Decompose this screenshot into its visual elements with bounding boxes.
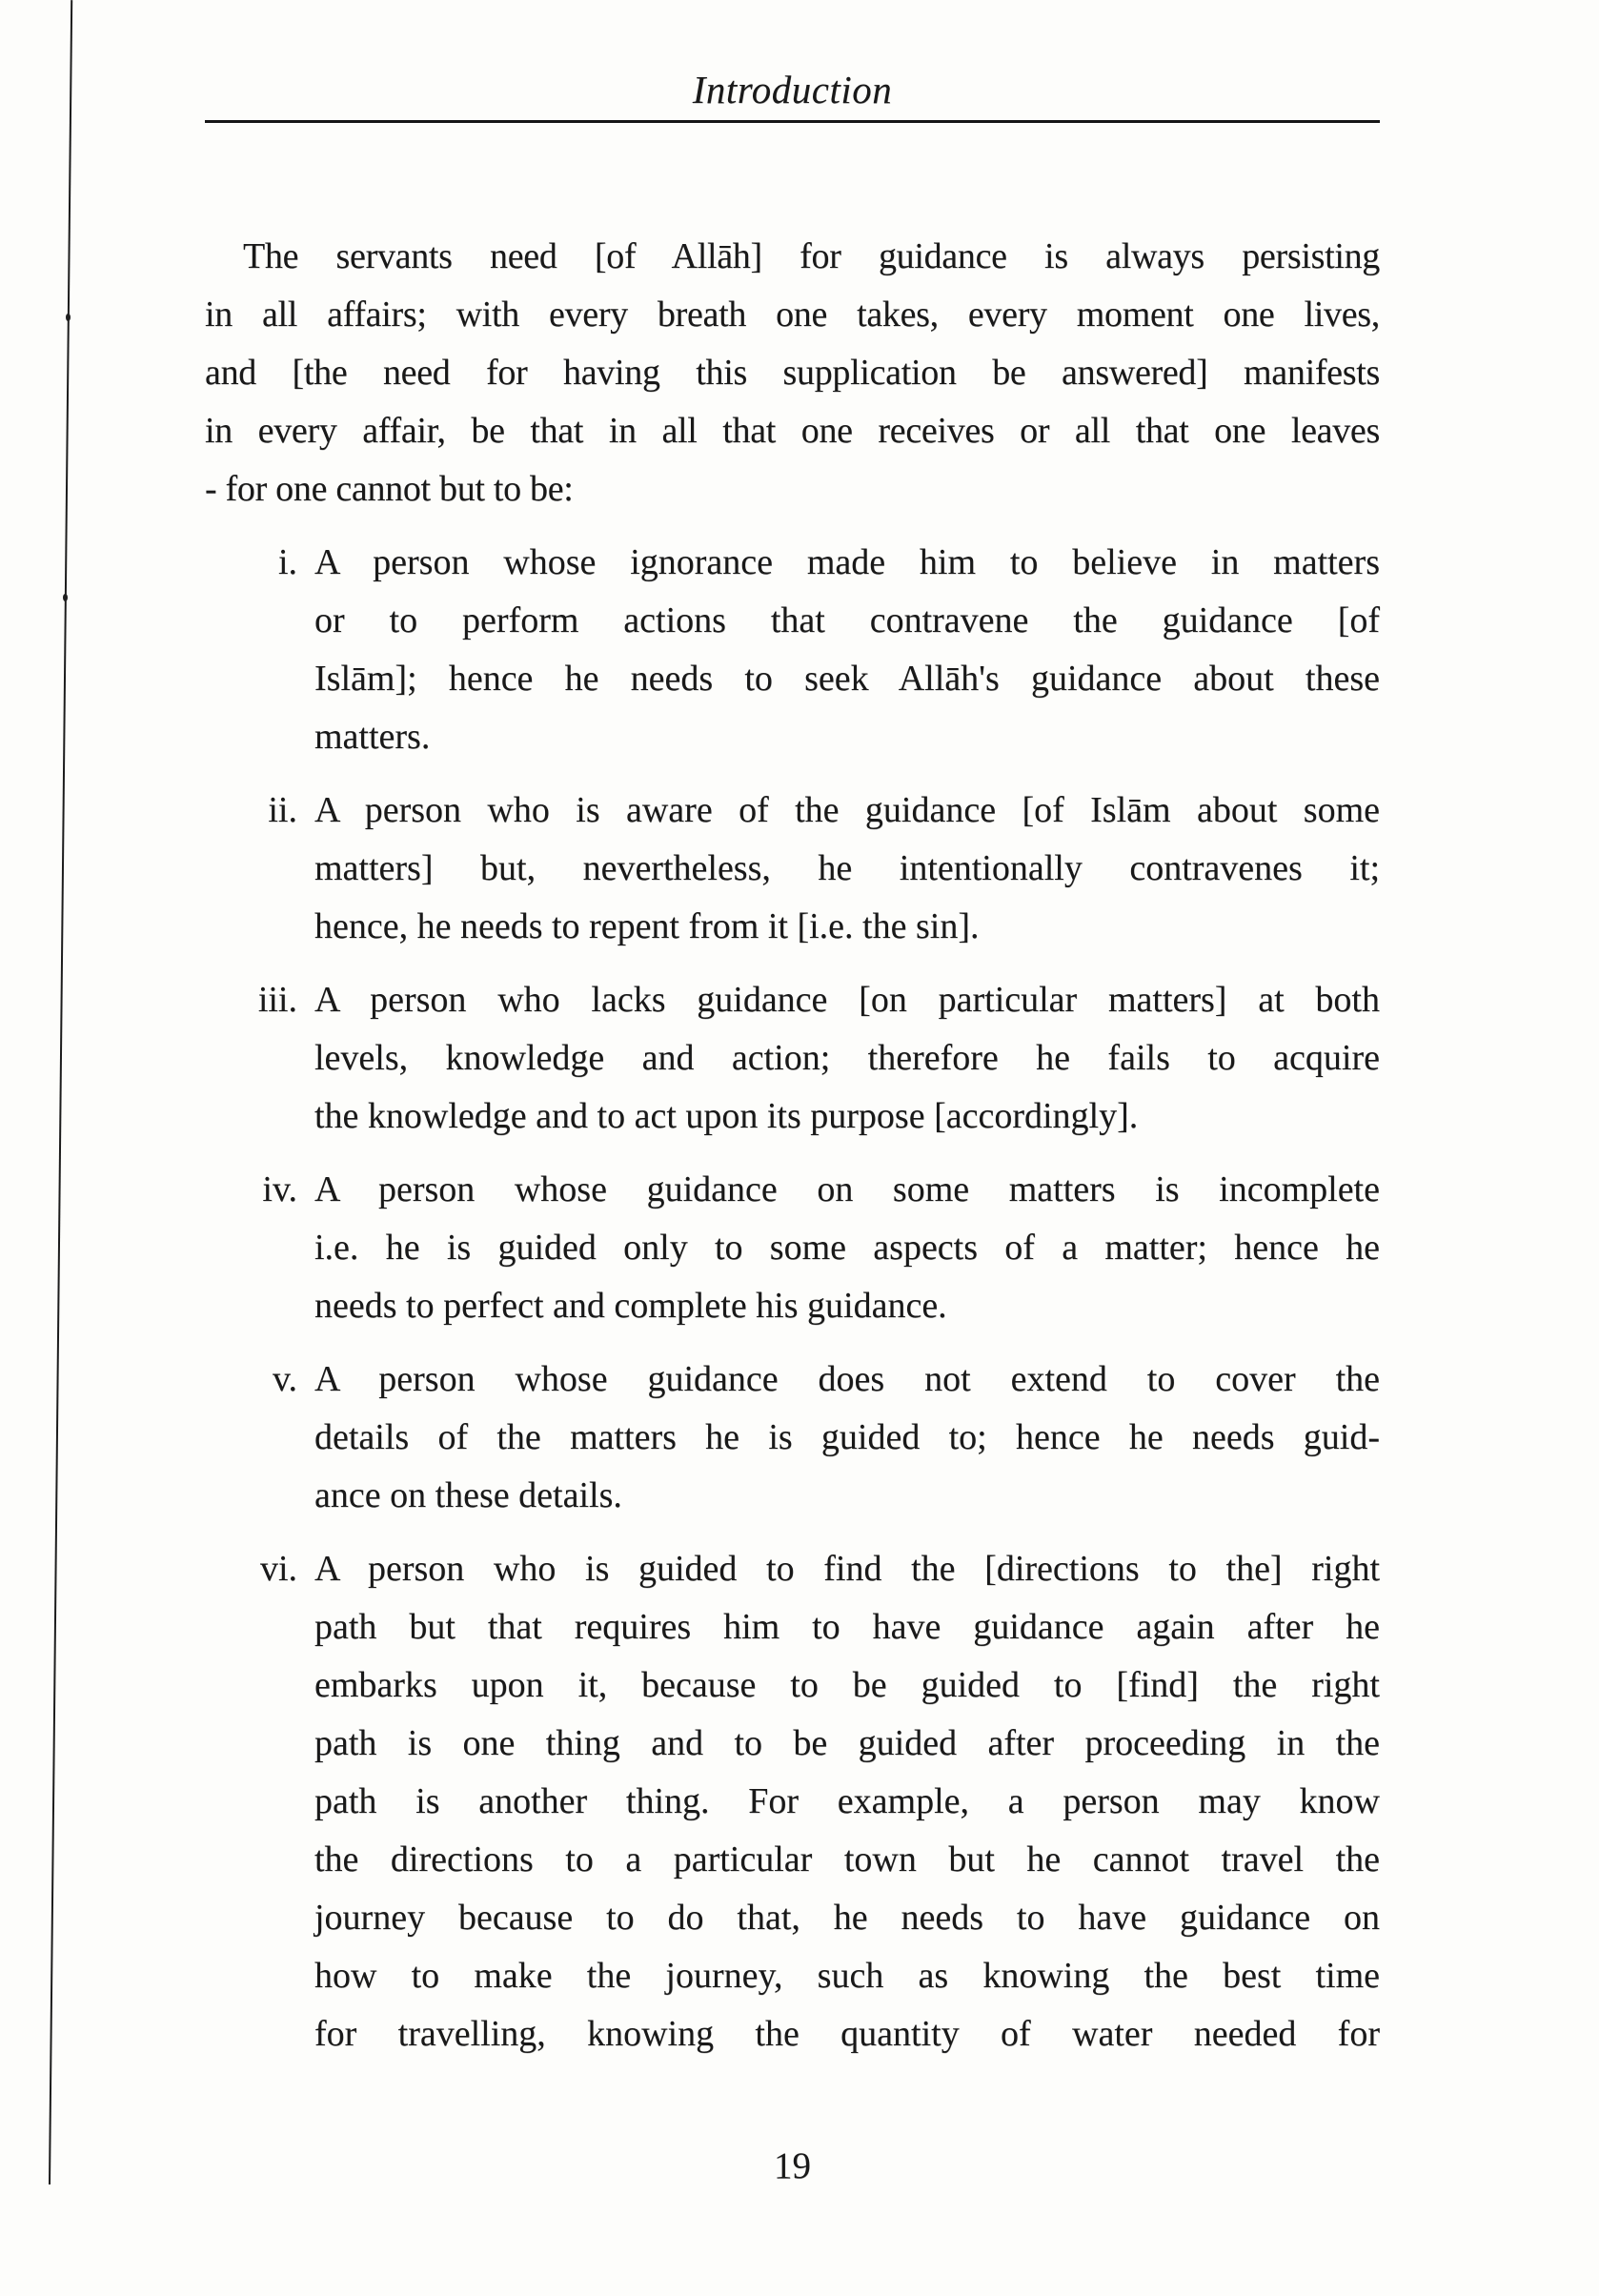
list-item-line: the directions to a particular town but he cannot travel the <box>314 1839 1380 1879</box>
list-item-text <box>314 534 1380 766</box>
scan-artifact <box>66 314 71 321</box>
paragraph-line: The servants need [of Allāh] for guidance is always persisting <box>243 236 1380 276</box>
list-item-line: journey because to do that, he needs to have guidance on <box>314 1898 1380 1938</box>
list-item-text <box>314 782 1380 956</box>
list-item-line: path is another thing. For example, a person may know <box>314 1781 1380 1821</box>
list-item-numeral: i. <box>277 542 297 582</box>
header-rule <box>205 120 1380 123</box>
list-item-i <box>205 534 1380 766</box>
list-item-line: A person who is aware of the guidance [of Islām about some <box>314 790 1380 830</box>
page-number: 19 <box>774 2145 811 2186</box>
list-item-line: how to make the journey, such as knowing the best time <box>314 1956 1380 1996</box>
page-content <box>205 0 1380 2079</box>
list-item-line: levels, knowledge and action; therefore he fails to acquire <box>314 1038 1380 1078</box>
running-header <box>205 67 1380 112</box>
list-item-numeral: iii. <box>257 980 297 1020</box>
list-item-vi <box>205 1540 1380 2063</box>
scan-edge-line <box>49 0 73 2184</box>
list-item-line: path but that requires him to have guidance again after he <box>314 1607 1380 1647</box>
list-item-line: or to perform actions that contravene the guidance [of <box>314 600 1380 640</box>
list-item-line: hence, he needs to repent from it [i.e. the sin]. <box>314 906 980 946</box>
list-item-text <box>314 1540 1380 2063</box>
list-item-line: for travelling, knowing the quantity of water needed for <box>314 2014 1380 2054</box>
list-item-iv <box>205 1161 1380 1335</box>
list-item-line: details of the matters he is guided to; hence he needs guid- <box>314 1417 1380 1457</box>
list-item-line: A person who is guided to find the [directions to the] right <box>314 1549 1380 1589</box>
list-item-numeral: ii. <box>268 790 297 830</box>
list-item-line: A person who lacks guidance [on particular matters] at both <box>314 980 1380 1020</box>
paragraph-line: and [the need for having this supplication be answered] manifests <box>205 353 1380 393</box>
list-item-ii <box>205 782 1380 956</box>
guidance-list <box>205 534 1380 2063</box>
list-item-line: path is one thing and to be guided after proceeding in the <box>314 1723 1380 1763</box>
list-item-line: the knowledge and to act upon its purpose [accordingly]. <box>314 1096 1139 1136</box>
list-item-line: A person whose guidance does not extend to cover the <box>314 1359 1380 1399</box>
scan-artifact <box>63 594 68 601</box>
list-item-line: A person whose guidance on some matters is incomplete <box>314 1169 1380 1209</box>
paragraph-line: in all affairs; with every breath one takes, every moment one lives, <box>205 295 1380 335</box>
list-item-iii <box>205 971 1380 1146</box>
list-item-line: needs to perfect and complete his guidance. <box>314 1286 947 1326</box>
paragraph-line: in every affair, be that in all that one receives or all that one leaves <box>205 411 1380 451</box>
list-item-line: ance on these details. <box>314 1475 622 1515</box>
list-item-text <box>314 1161 1380 1335</box>
paragraph-line: - for one cannot but to be: <box>205 469 574 509</box>
list-item-numeral: v. <box>272 1359 297 1399</box>
list-item-text <box>314 971 1380 1146</box>
intro-paragraph <box>205 228 1380 518</box>
list-item-v <box>205 1351 1380 1525</box>
list-item-line: embarks upon it, because to be guided to [find] the right <box>314 1665 1380 1705</box>
list-item-line: Islām]; hence he needs to seek Allāh's guidance about these <box>314 659 1380 699</box>
list-item-line: A person whose ignorance made him to believe in matters <box>314 542 1380 582</box>
list-item-line: matters. <box>314 717 431 757</box>
list-item-text <box>314 1351 1380 1525</box>
list-item-line: i.e. he is guided only to some aspects of a matter; hence he <box>314 1228 1380 1268</box>
list-item-numeral: iv. <box>262 1169 297 1209</box>
list-item-numeral: vi. <box>259 1549 297 1589</box>
list-item-line: matters] but, nevertheless, he intentionally contravenes it; <box>314 848 1380 888</box>
page-header-title: Introduction <box>692 68 893 112</box>
